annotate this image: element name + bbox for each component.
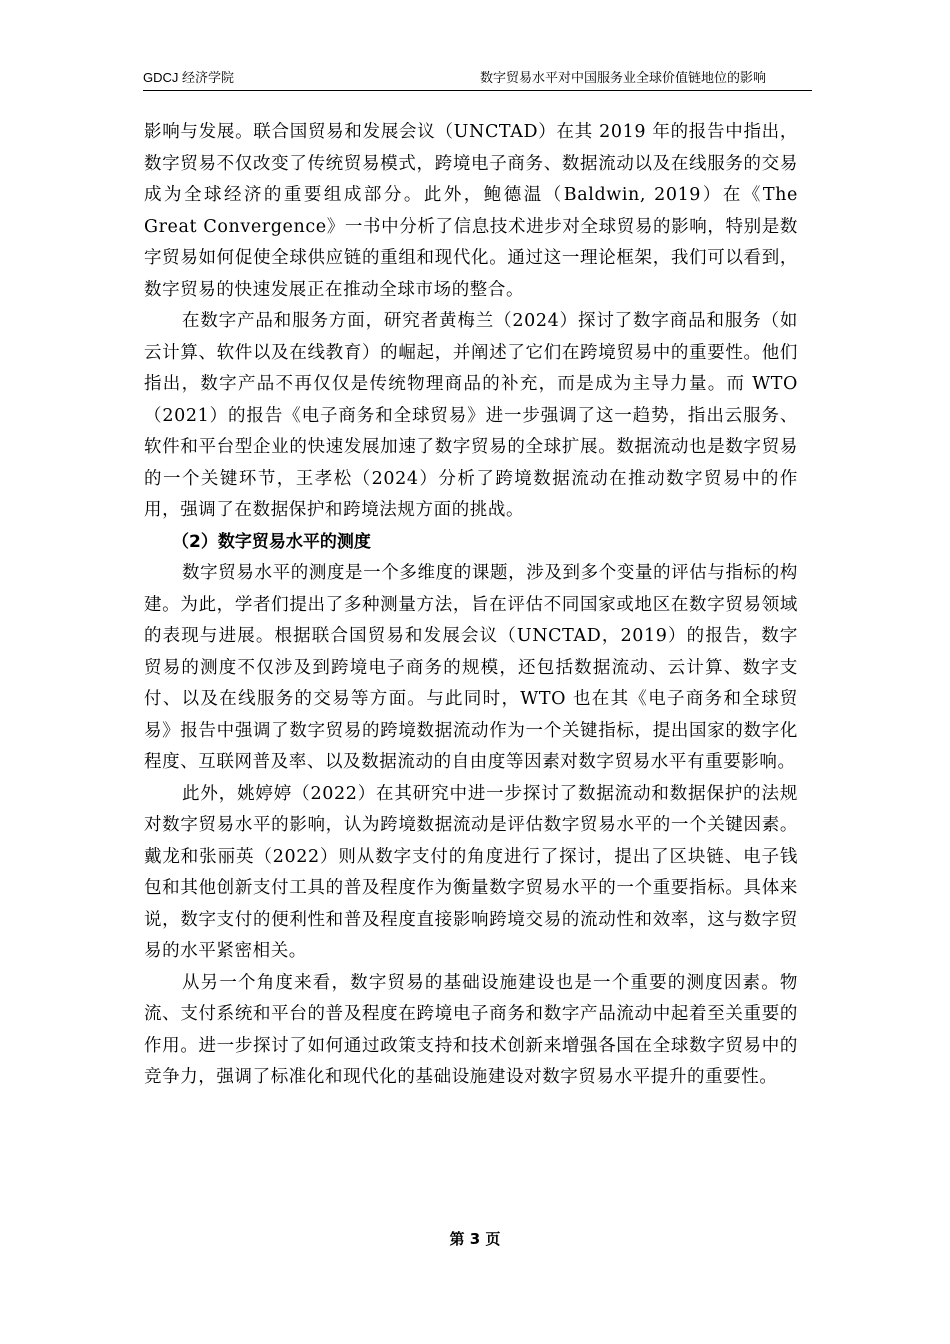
paragraph-1: 影响与发展。联合国贸易和发展会议（UNCTAD）在其 2019 年的报告中指出，数字贸易不仅改变了传统贸易模式，跨境电子商务、数据流动以及在线服务的交易成为全球经济的重要组成部分。此外，鲍德温（Baldwin, 2019）在《The Great Convergence》一书中分析了信息技术进步对全球贸易的影响，特别是数字贸易如何促使全球供应链的重组和现代化。通过这一理论框架，我们可以看到，数字贸易的快速发展正在推动全球市场的整合。 [144, 122, 798, 300]
paragraph-2: 在数字产品和服务方面，研究者黄梅兰（2024）探讨了数字商品和服务（如云计算、软件以及在线教育）的崛起，并阐述了它们在跨境贸易中的重要性。他们指出，数字产品不再仅仅是传统物理商品的补充，而是成为主导力量。而 WTO（2021）的报告《电子商务和全球贸易》进一步强调了这一趋势，指出云服务、软件和平台型企业的快速发展加速了数字贸易的全球扩展。数据流动也是数字贸易的一个关键环节，王孝松（2024）分析了跨境数据流动在推动数字贸易中的作用，强调了在数据保护和跨境法规方面的挑战。 [144, 311, 798, 520]
body-text [144, 117, 798, 1094]
paragraph-5: 从另一个角度来看，数字贸易的基础设施建设也是一个重要的测度因素。物流、支付系统和平台的普及程度在跨境电子商务和数字产品流动中起着至关重要的作用。进一步探讨了如何通过政策支持和技术创新来增强各国在全球数字贸易中的竞争力，强调了标准化和现代化的基础设施建设对数字贸易水平提升的重要性。 [144, 972, 798, 1087]
header-title: 数字贸易水平对中国服务业全球价值链地位的影响 [479, 70, 766, 85]
page-header [143, 70, 812, 91]
page-number: 第 3 页 [449, 1230, 501, 1248]
header-institution: GDCJ 经济学院 [143, 70, 235, 85]
section-heading: （2）数字贸易水平的测度 [172, 531, 371, 552]
paragraph-4: 此外，姚婷婷（2022）在其研究中进一步探讨了数据流动和数据保护的法规对数字贸易水平的影响，认为跨境数据流动是评估数字贸易水平的一个关键因素。戴龙和张丽英（2022）则从数字支付的角度进行了探讨，提出了区块链、电子钱包和其他创新支付工具的普及程度作为衡量数字贸易水平的一个重要指标。具体来说，数字支付的便利性和普及程度直接影响跨境交易的流动性和效率，这与数字贸易的水平紧密相关。 [144, 783, 798, 961]
paragraph-3: 数字贸易水平的测度是一个多维度的课题，涉及到多个变量的评估与指标的构建。为此，学者们提出了多种测量方法，旨在评估不同国家或地区在数字贸易领域的表现与进展。根据联合国贸易和发展会议（UNCTAD，2019）的报告，数字贸易的测度不仅涉及到跨境电子商务的规模，还包括数据流动、云计算、数字支付、以及在线服务的交易等方面。与此同时，WTO 也在其《电子商务和全球贸易》报告中强调了数字贸易的跨境数据流动作为一个关键指标，提出国家的数字化程度、互联网普及率、以及数据流动的自由度等因素对数字贸易水平有重要影响。 [144, 563, 798, 772]
